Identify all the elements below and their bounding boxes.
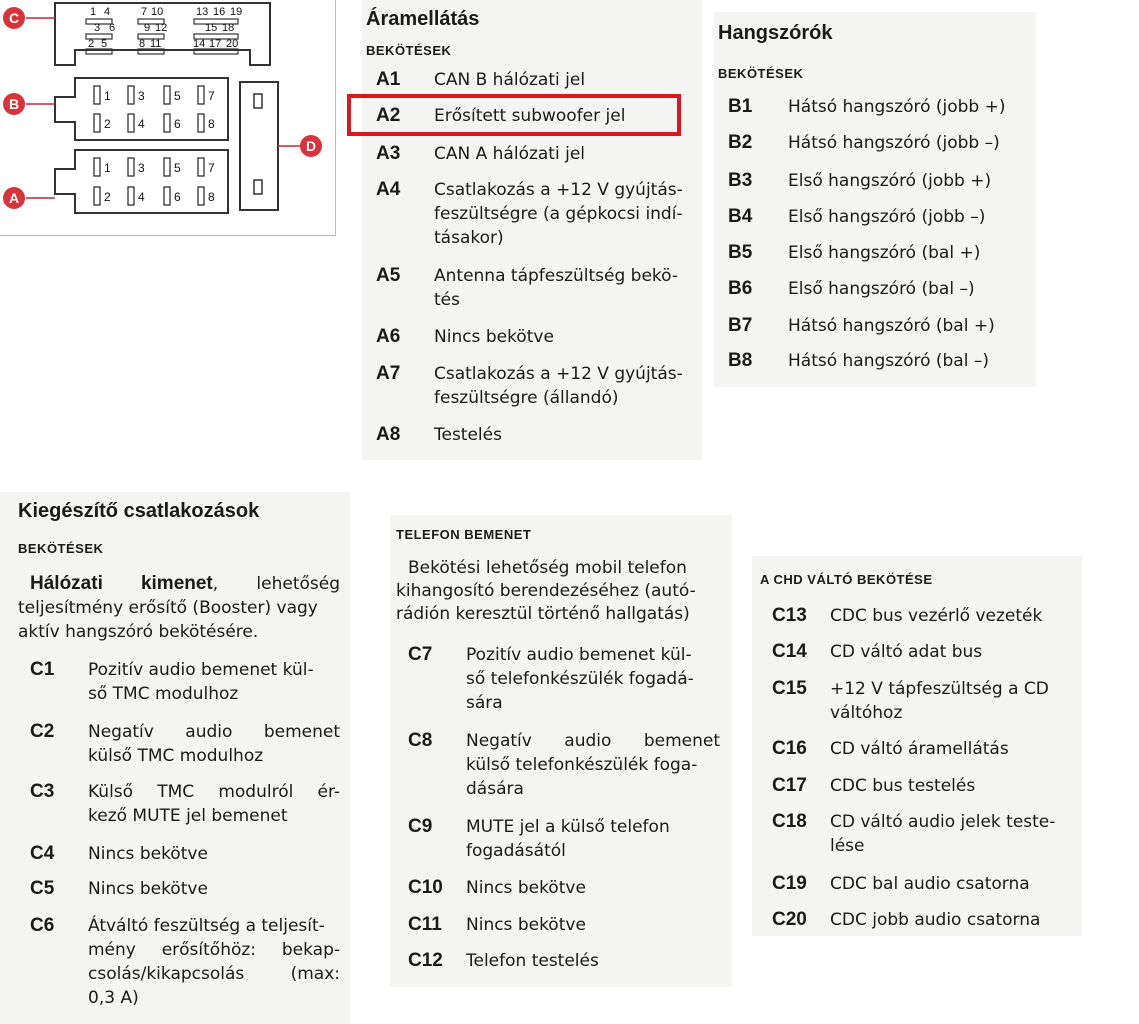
speakers-desc: Hátsó hangszóró (jobb –) — [788, 133, 1000, 153]
cd-code: C14 — [772, 641, 807, 662]
line: csolás/kikapcsolás (max: — [88, 964, 340, 984]
speakers-section — [714, 12, 1036, 387]
line: Csatlakozás a +12 V gyújtás- — [434, 364, 683, 384]
phone-item-c7 — [390, 643, 720, 715]
cd-item-c17 — [752, 774, 1082, 798]
speakers-item-b5 — [714, 241, 1036, 265]
aux-code: C2 — [30, 721, 55, 742]
speakers-desc: Első hangszóró (bal +) — [788, 243, 981, 263]
phone-item-c11 — [390, 913, 732, 937]
phone-item-c12 — [390, 949, 732, 973]
speakers-subtitle: BEKÖTÉSEK — [718, 66, 804, 81]
phone-desc: Telefon testelés — [466, 951, 599, 971]
cd-code: C17 — [772, 775, 807, 796]
c-pin-5: 5 — [101, 38, 108, 50]
aux-section — [0, 492, 350, 1024]
line: mény erősítőhöz: bekap- — [88, 940, 340, 960]
b-pin-8: 8 — [208, 117, 215, 131]
c-pin-6: 6 — [109, 22, 116, 34]
cd-item-c14 — [752, 640, 1082, 664]
line: ső telefonkészülék fogadá- — [466, 669, 694, 689]
line: +12 V tápfeszültség a CD — [830, 679, 1049, 699]
power-desc: Testelés — [434, 425, 502, 445]
line: kező MUTE jel bemenet — [88, 806, 288, 826]
connector-diagram-svg — [0, 0, 335, 235]
speakers-desc: Hátsó hangszóró (bal +) — [788, 316, 995, 336]
line: Antenna tápfeszültség bekö- — [434, 266, 679, 286]
connector-d-pin-top — [254, 94, 262, 108]
phone-desc: Nincs bekötve — [466, 878, 586, 898]
cd-desc: CDC jobb audio csatorna — [830, 910, 1041, 930]
power-desc — [434, 178, 683, 250]
cd-code: C18 — [772, 811, 807, 832]
aux-item-c2 — [0, 720, 340, 768]
speakers-item-b1 — [714, 95, 1036, 119]
aux-code: C4 — [30, 843, 55, 864]
power-code: A3 — [376, 143, 401, 164]
phone-intro-line3: rádión keresztül történő hallgatás) — [396, 604, 690, 624]
aux-code: C3 — [30, 781, 55, 802]
aux-intro-line2: teljesítmény erősítő (Booster) vagy — [18, 598, 318, 618]
power-item-a5 — [362, 264, 702, 312]
c-pin-8: 8 — [139, 38, 146, 50]
power-code: A5 — [376, 265, 401, 286]
cd-desc: CDC bal audio csatorna — [830, 874, 1030, 894]
phone-desc — [466, 815, 720, 863]
cd-code: C13 — [772, 605, 807, 626]
cd-section — [752, 556, 1082, 936]
power-desc — [434, 264, 678, 312]
aux-code: C5 — [30, 878, 55, 899]
cd-desc — [830, 677, 1049, 725]
c-pin-1: 1 — [90, 6, 97, 18]
speakers-item-b3 — [714, 169, 1036, 193]
line: Csatlakozás a +12 V gyújtás- — [434, 180, 683, 200]
marker-b-label: B — [8, 96, 20, 112]
line: Külső TMC modulról ér- — [88, 782, 340, 802]
phone-code: C9 — [408, 816, 433, 837]
a-pin-5: 5 — [174, 161, 181, 175]
connector-diagram — [0, 0, 336, 236]
power-code: A1 — [376, 69, 401, 90]
line: Negatív audio bemenet — [466, 731, 720, 751]
speakers-item-b6 — [714, 277, 1036, 301]
power-code: A2 — [376, 105, 401, 126]
c-pin-19: 19 — [230, 6, 243, 18]
phone-desc — [466, 729, 720, 801]
speakers-code: B4 — [728, 206, 753, 227]
speakers-code: B2 — [728, 132, 753, 153]
speakers-item-b4 — [714, 205, 1036, 229]
c-pin-14: 14 — [193, 38, 206, 50]
line: külső TMC modulhoz — [88, 746, 264, 766]
power-item-a8 — [362, 423, 702, 447]
speakers-title: Hangszórók — [718, 22, 833, 44]
aux-item-c1 — [0, 658, 340, 706]
power-item-a6 — [362, 325, 702, 349]
cd-desc: CD váltó adat bus — [830, 642, 983, 662]
c-pin-11: 11 — [150, 38, 162, 50]
aux-code: C6 — [30, 915, 55, 936]
phone-code: C8 — [408, 730, 433, 751]
cd-item-c13 — [752, 604, 1082, 628]
phone-code: C7 — [408, 644, 433, 665]
speakers-desc: Hátsó hangszóró (bal –) — [788, 351, 989, 371]
power-item-a4 — [362, 178, 702, 250]
c-pin-16: 16 — [213, 6, 226, 18]
phone-item-c10 — [390, 876, 732, 900]
speakers-code: B6 — [728, 278, 753, 299]
line: dására — [466, 779, 524, 799]
power-code: A4 — [376, 179, 401, 200]
c-pin-20: 20 — [226, 38, 239, 50]
phone-code: C11 — [408, 914, 442, 935]
phone-intro — [396, 557, 722, 626]
cd-code: C15 — [772, 678, 807, 699]
aux-desc — [88, 658, 340, 706]
line: tés — [434, 290, 460, 310]
a-pin-8: 8 — [208, 190, 215, 204]
aux-desc: Nincs bekötve — [88, 844, 208, 864]
aux-desc: Nincs bekötve — [88, 879, 208, 899]
marker-a-label: A — [8, 190, 20, 206]
power-code: A6 — [376, 326, 401, 347]
connector-markers — [3, 7, 322, 209]
power-title: Áramellátás — [366, 8, 480, 30]
highlight-box-a2 — [347, 94, 681, 136]
aux-intro-line3: aktív hangszóró bekötésére. — [18, 622, 259, 642]
line: sára — [466, 693, 503, 713]
aux-intro-bold: Hálózati kimenet — [30, 573, 213, 594]
b-pin-4: 4 — [138, 117, 145, 131]
connector-d-outline — [240, 82, 278, 210]
a-pin-3: 3 — [138, 161, 145, 175]
line: ső TMC modulhoz — [88, 684, 239, 704]
b-pin-7: 7 — [208, 89, 215, 103]
power-desc: CAN B hálózati jel — [434, 70, 586, 90]
a-pin-7: 7 — [208, 161, 215, 175]
b-pin-2: 2 — [104, 117, 111, 131]
speakers-item-b2 — [714, 131, 1036, 155]
line: fogadásától — [466, 841, 566, 861]
speakers-code: B5 — [728, 242, 753, 263]
power-code: A8 — [376, 424, 401, 445]
aux-intro-rest: , lehetőség — [212, 574, 340, 594]
marker-d-label: D — [305, 138, 317, 154]
cd-item-c20 — [752, 908, 1082, 932]
cd-item-c16 — [752, 737, 1082, 761]
c-pin-9: 9 — [144, 22, 151, 34]
c-pin-10: 10 — [151, 6, 164, 18]
power-desc: Nincs bekötve — [434, 327, 554, 347]
aux-item-c5 — [0, 877, 350, 901]
speakers-item-b7 — [714, 314, 1036, 338]
a-pin-1: 1 — [104, 161, 111, 175]
connector-c-pin-labels — [88, 6, 242, 50]
aux-desc — [88, 720, 340, 768]
b-pin-5: 5 — [174, 89, 181, 103]
phone-code: C12 — [408, 950, 443, 971]
line: feszültségre (állandó) — [434, 388, 619, 408]
c-pin-3: 3 — [94, 22, 101, 34]
speakers-code: B3 — [728, 170, 753, 191]
cd-code: C20 — [772, 909, 807, 930]
line: váltóhoz — [830, 703, 903, 723]
speakers-item-b8 — [714, 349, 1036, 373]
c-pin-7: 7 — [141, 6, 148, 18]
power-item-a3 — [362, 142, 702, 166]
marker-c-label: C — [8, 10, 20, 26]
speakers-desc: Első hangszóró (jobb –) — [788, 207, 986, 227]
b-pin-6: 6 — [174, 117, 181, 131]
line: lése — [830, 836, 865, 856]
c-pin-12: 12 — [155, 22, 168, 34]
phone-code: C10 — [408, 877, 443, 898]
connector-d-pin-bottom — [254, 180, 262, 194]
c-pin-15: 15 — [205, 22, 218, 34]
b-pin-1: 1 — [104, 89, 111, 103]
cd-item-c18 — [752, 810, 1082, 858]
c-pin-18: 18 — [222, 22, 235, 34]
speakers-desc: Első hangszóró (jobb +) — [788, 171, 992, 191]
power-subtitle: BEKÖTÉSEK — [366, 43, 452, 58]
line: MUTE jel a külső telefon — [466, 817, 670, 837]
cd-desc: CDC bus testelés — [830, 776, 976, 796]
b-pin-3: 3 — [138, 89, 145, 103]
line: külső telefonkészülék foga- — [466, 755, 698, 775]
cd-code: C19 — [772, 873, 807, 894]
cd-item-c15 — [752, 677, 1082, 725]
cd-desc: CD váltó áramellátás — [830, 739, 1009, 759]
aux-desc — [88, 914, 340, 1010]
aux-item-c3 — [0, 780, 340, 828]
c-pin-13: 13 — [196, 6, 209, 18]
aux-item-c4 — [0, 842, 350, 866]
phone-desc — [466, 643, 720, 715]
cd-code: C16 — [772, 738, 807, 759]
line: 0,3 A) — [88, 988, 139, 1008]
speakers-desc: Első hangszóró (bal –) — [788, 279, 975, 299]
speakers-desc: Hátsó hangszóró (jobb +) — [788, 97, 1006, 117]
line: tásakor) — [434, 228, 504, 248]
aux-item-c6 — [0, 914, 340, 1010]
line: feszültségre (a gépkocsi indí- — [434, 204, 683, 224]
phone-intro-line1: Bekötési lehetőség mobil telefon — [408, 558, 687, 578]
cd-item-c19 — [752, 872, 1082, 896]
line: Átváltó feszültség a teljesít- — [88, 916, 325, 936]
power-desc: CAN A hálózati jel — [434, 144, 586, 164]
phone-intro-line2: kihangosító berendezéséhez (autó- — [396, 581, 696, 601]
power-desc — [434, 362, 683, 410]
aux-subtitle: BEKÖTÉSEK — [18, 541, 104, 556]
a-pin-2: 2 — [104, 190, 111, 204]
aux-code: C1 — [30, 659, 55, 680]
power-code: A7 — [376, 363, 401, 384]
speakers-code: B7 — [728, 315, 753, 336]
a-pin-4: 4 — [138, 190, 145, 204]
a-pin-6: 6 — [174, 190, 181, 204]
cd-subtitle: A CHD VÁLTÓ BEKÖTÉSE — [760, 572, 933, 587]
line: Pozitív audio bemenet kül- — [466, 645, 692, 665]
power-item-a1 — [362, 68, 702, 92]
speakers-code: B8 — [728, 350, 753, 371]
aux-intro — [18, 572, 340, 644]
phone-subtitle: TELEFON BEMENET — [396, 527, 532, 542]
aux-intro-line1 — [18, 572, 340, 596]
c-pin-4: 4 — [104, 6, 111, 18]
c-pin-2: 2 — [88, 38, 95, 50]
phone-item-c9 — [390, 815, 720, 863]
cd-desc — [830, 810, 1055, 858]
phone-desc: Nincs bekötve — [466, 915, 586, 935]
speakers-code: B1 — [728, 96, 753, 117]
power-section — [362, 0, 702, 460]
phone-section — [390, 515, 732, 987]
phone-item-c8 — [390, 729, 720, 801]
aux-desc — [88, 780, 340, 828]
line: Pozitív audio bemenet kül- — [88, 660, 314, 680]
c-pin-17: 17 — [209, 38, 222, 50]
line: Negatív audio bemenet — [88, 722, 340, 742]
power-desc: Erősített subwoofer jel — [434, 106, 626, 126]
cd-desc: CDC bus vezérlő vezeték — [830, 606, 1043, 626]
power-item-a7 — [362, 362, 702, 410]
line: CD váltó audio jelek teste- — [830, 812, 1056, 832]
aux-title: Kiegészítő csatlakozások — [18, 500, 260, 522]
